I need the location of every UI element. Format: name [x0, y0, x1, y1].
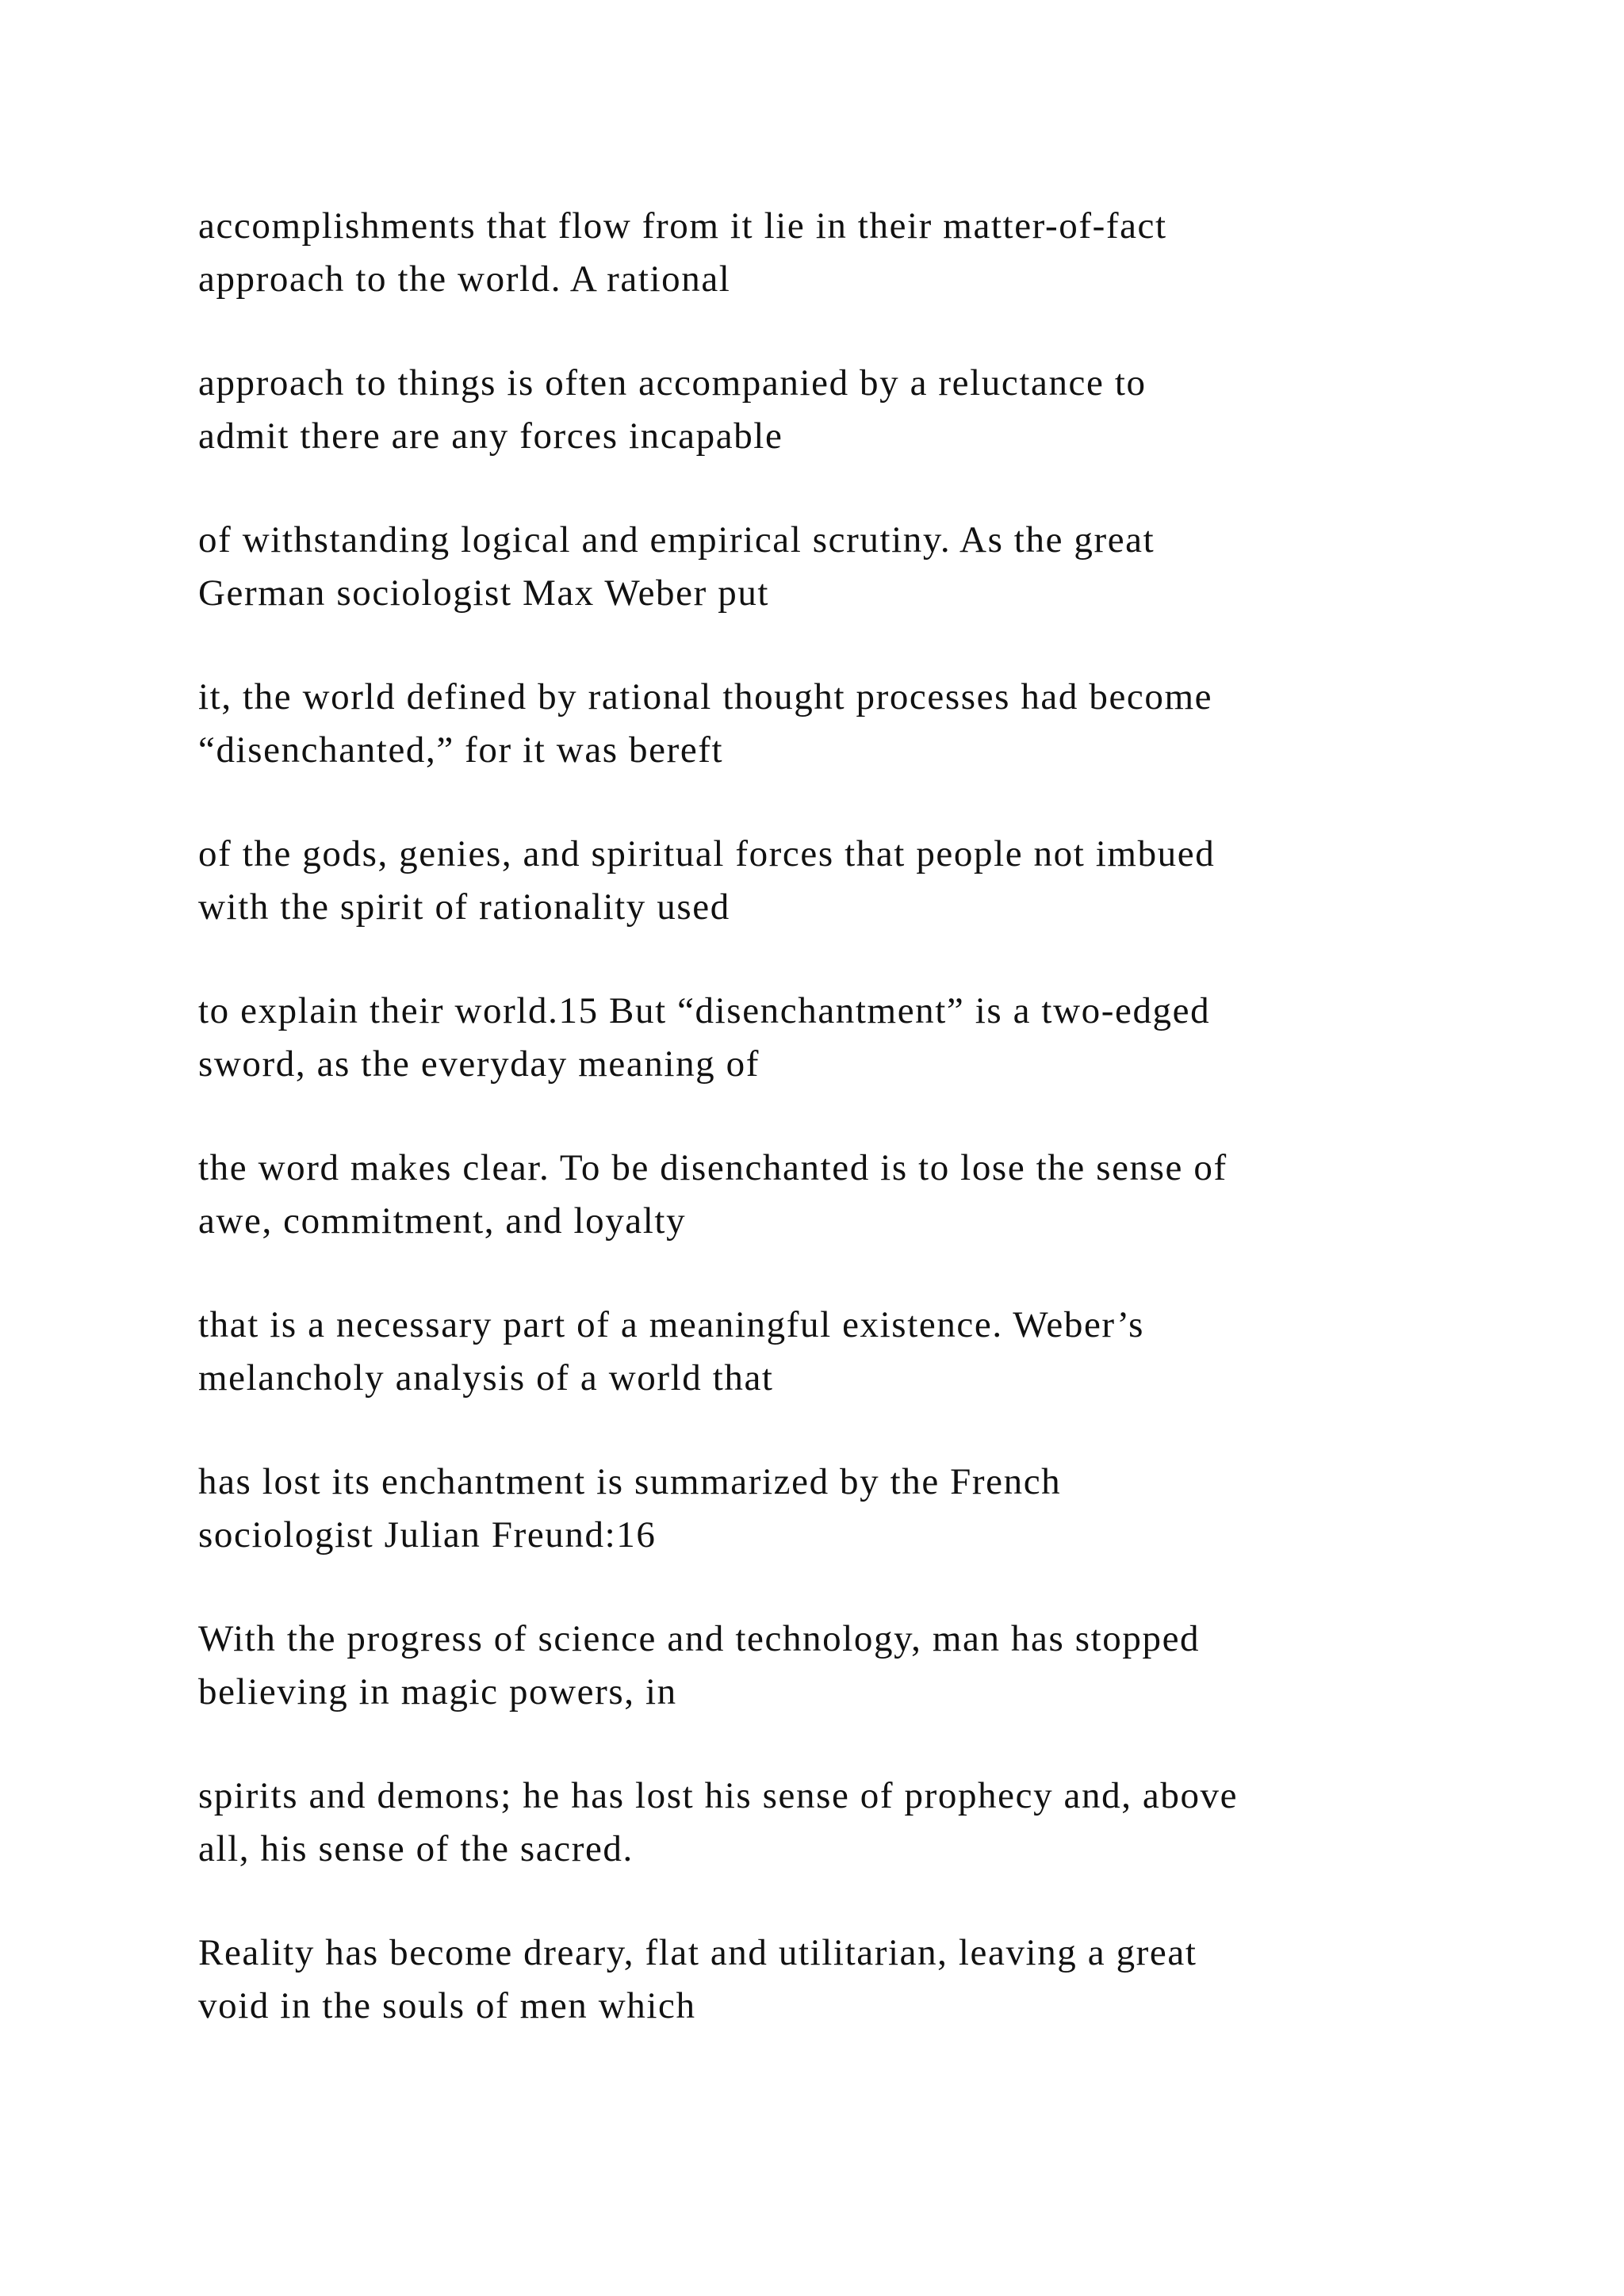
text-line: sociologist Julian Freund:16 — [198, 1514, 657, 1556]
text-line: it, the world defined by rational thought processes had become — [198, 676, 1213, 718]
text-line: melancholy analysis of a world that — [198, 1357, 774, 1399]
text-line: awe, commitment, and loyalty — [198, 1200, 687, 1242]
text-line: has lost its enchantment is summarized by the French — [198, 1461, 1062, 1502]
text-line: spirits and demons; he has lost his sense of prophecy and, above — [198, 1775, 1239, 1816]
quote-paragraph — [198, 1770, 1546, 1876]
text-line: the word makes clear. To be disenchanted is to lose the sense of — [198, 1147, 1228, 1188]
text-line: void in the souls of men which — [198, 1985, 696, 2026]
text-line: to explain their world.15 But “disenchantment” is a two-edged — [198, 990, 1211, 1031]
paragraph — [198, 514, 1546, 620]
text-line: all, his sense of the sacred. — [198, 1828, 634, 1869]
text-line: of withstanding logical and empirical scrutiny. As the great — [198, 519, 1155, 561]
paragraph — [198, 200, 1546, 306]
text-line: Reality has become dreary, flat and utilitarian, leaving a great — [198, 1932, 1197, 1973]
text-line: admit there are any forces incapable — [198, 415, 783, 457]
text-line: accomplishments that flow from it lie in their matter-of-fact — [198, 205, 1167, 247]
text-line: of the gods, genies, and spiritual forces that people not imbued — [198, 833, 1216, 874]
paragraph — [198, 1456, 1546, 1562]
text-line: “disenchanted,” for it was bereft — [198, 729, 724, 771]
text-line: sword, as the everyday meaning of — [198, 1043, 760, 1085]
text-line: with the spirit of rationality used — [198, 886, 730, 928]
quote-paragraph — [198, 1613, 1546, 1719]
body-text — [198, 200, 1546, 2084]
text-line: approach to the world. A rational — [198, 258, 731, 300]
paragraph — [198, 828, 1546, 934]
text-line: approach to things is often accompanied by a reluctance to — [198, 362, 1147, 404]
paragraph — [198, 357, 1546, 463]
text-line: believing in magic powers, in — [198, 1671, 677, 1712]
paragraph — [198, 1299, 1546, 1405]
paragraph — [198, 671, 1546, 777]
text-line: German sociologist Max Weber put — [198, 572, 770, 614]
text-line: that is a necessary part of a meaningful existence. Weber’s — [198, 1304, 1144, 1345]
text-line: With the progress of science and technology, man has stopped — [198, 1618, 1201, 1659]
quote-paragraph — [198, 1927, 1546, 2033]
paragraph — [198, 985, 1546, 1091]
paragraph — [198, 1142, 1546, 1248]
